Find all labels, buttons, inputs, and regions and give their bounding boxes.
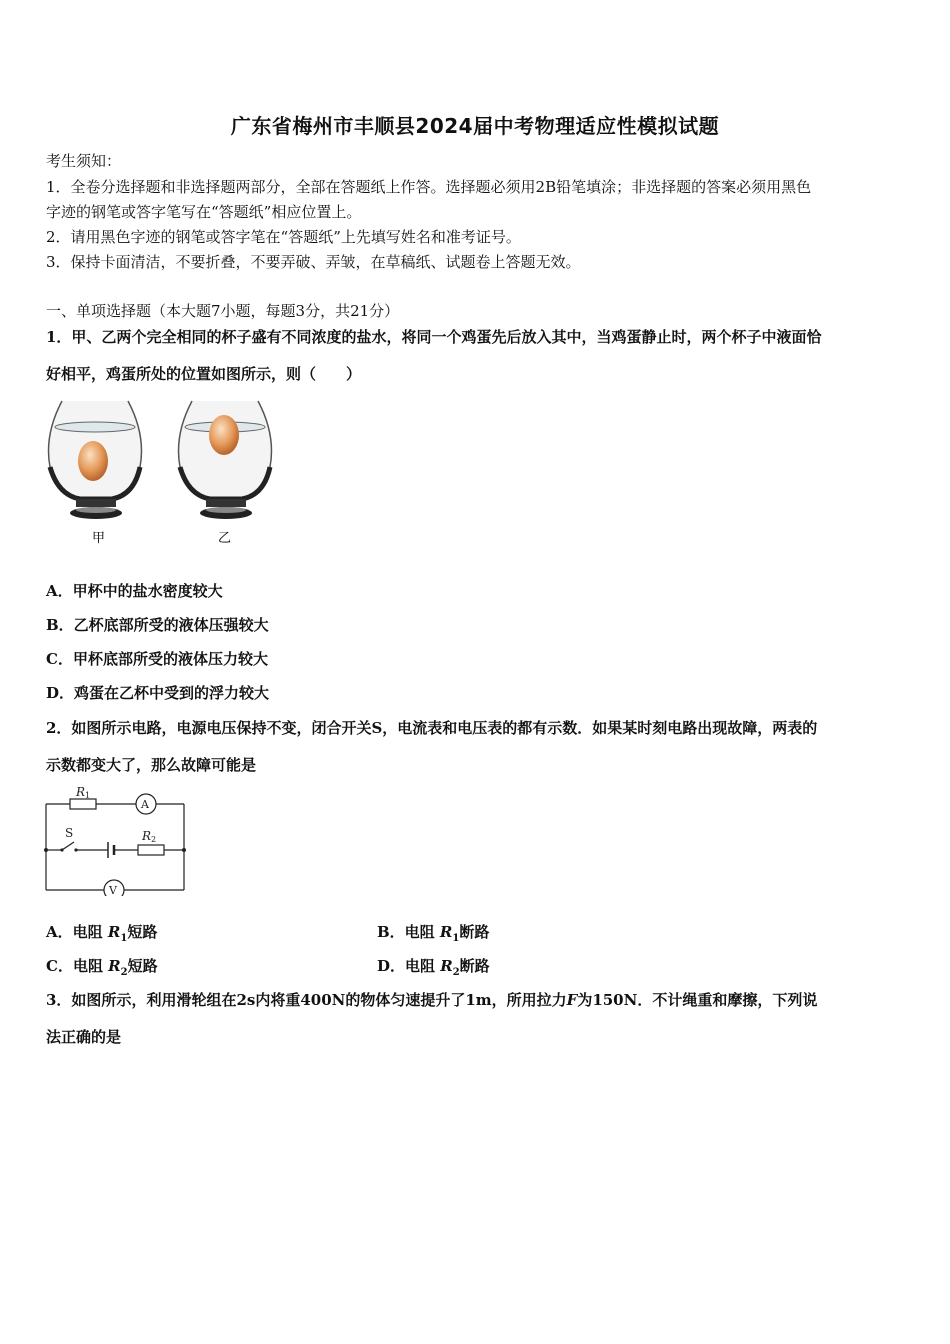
resistor-r2 — [138, 845, 164, 855]
variable-sub: 1 — [120, 933, 128, 944]
variable-sub: 1 — [452, 933, 460, 944]
option-suffix: 断路 — [459, 957, 490, 975]
cup-b-label: 乙 — [218, 531, 232, 546]
option-b[interactable] — [377, 921, 489, 950]
r1-label: R — [76, 785, 86, 799]
switch-label: S — [65, 826, 74, 840]
notice-item: 1．全卷分选择题和非选择题两部分，全部在答题纸上作答。选择题必须用2B铅笔填涂；非选择题的答案必须用黑色 — [46, 178, 812, 196]
voltmeter-label: V — [109, 884, 117, 896]
option-prefix: A．电阻 — [46, 923, 108, 941]
switch-s — [62, 842, 74, 850]
variable-r: R — [107, 923, 121, 941]
option-c[interactable]: C．甲杯底部所受的液体压力较大 — [46, 650, 268, 668]
r1-sub: 1 — [85, 791, 91, 800]
variable-f: F — [566, 991, 578, 1009]
egg-a — [78, 441, 108, 481]
variable-r: R — [439, 923, 453, 941]
question-2-text: 示数都变大了，那么故障可能是 — [46, 756, 257, 774]
r2-sub: 2 — [151, 835, 157, 844]
cup-a — [49, 401, 142, 519]
option-d[interactable]: D．鸡蛋在乙杯中受到的浮力较大 — [46, 684, 270, 702]
notice-item: 字迹的钢笔或答字笔写在“答题纸”相应位置上。 — [46, 203, 362, 221]
option-prefix: B．电阻 — [377, 923, 440, 941]
question-3-part: 3．如图所示，利用滑轮组在2s内将重400N的物体匀速提升了1m，所用拉力 — [46, 991, 567, 1009]
option-suffix: 断路 — [459, 923, 490, 941]
option-suffix: 短路 — [127, 957, 158, 975]
resistor-r1 — [70, 799, 96, 809]
question-1-text: 好相平，鸡蛋所处的位置如图所示，则（ ） — [46, 365, 362, 383]
option-prefix: D．电阻 — [377, 957, 441, 975]
circuit-diagram — [40, 784, 195, 896]
notice-heading: 考生须知： — [46, 152, 122, 170]
cup-a-label: 甲 — [92, 531, 106, 546]
r2-label: R — [142, 829, 152, 843]
egg-cups-figure — [40, 395, 280, 550]
variable-r: R — [440, 957, 453, 975]
question-3-text — [46, 989, 906, 1011]
section-heading: 一、单项选择题（本大题7小题，每题3分，共21分） — [46, 302, 400, 320]
variable-sub: 2 — [120, 967, 128, 978]
option-suffix: 短路 — [127, 923, 158, 941]
variable-r: R — [108, 957, 121, 975]
option-c[interactable] — [46, 955, 158, 984]
option-b[interactable]: B．乙杯底部所受的液体压强较大 — [46, 616, 269, 634]
option-a[interactable]: A．甲杯中的盐水密度较大 — [46, 582, 223, 600]
option-prefix: C．电阻 — [46, 957, 109, 975]
question-2-text: 2．如图所示电路，电源电压保持不变，闭合开关S，电流表和电压表的都有示数．如果某时刻电路出现故障，两表的 — [46, 719, 818, 737]
question-3-text: 法正确的是 — [46, 1028, 122, 1046]
question-1-text: 1．甲、乙两个完全相同的杯子盛有不同浓度的盐水，将同一个鸡蛋先后放入其中，当鸡蛋静止时，两个杯子中液面恰 — [46, 328, 822, 346]
option-a[interactable] — [46, 921, 157, 950]
notice-item: 3．保持卡面清洁，不要折叠，不要弄破、弄皱，在草稿纸、试题卷上答题无效。 — [46, 253, 581, 271]
cup-b — [179, 401, 272, 519]
ammeter-label: A — [141, 798, 149, 811]
option-d[interactable] — [377, 955, 490, 984]
notice-item: 2．请用黑色字迹的钢笔或答字笔在“答题纸”上先填写姓名和准考证号。 — [46, 228, 521, 246]
question-3-part: 为150N．不计绳重和摩擦，下列说 — [577, 991, 818, 1009]
egg-b — [209, 415, 239, 455]
page-title: 广东省梅州市丰顺县2024届中考物理适应性模拟试题 — [230, 114, 720, 138]
variable-sub: 2 — [452, 967, 460, 978]
